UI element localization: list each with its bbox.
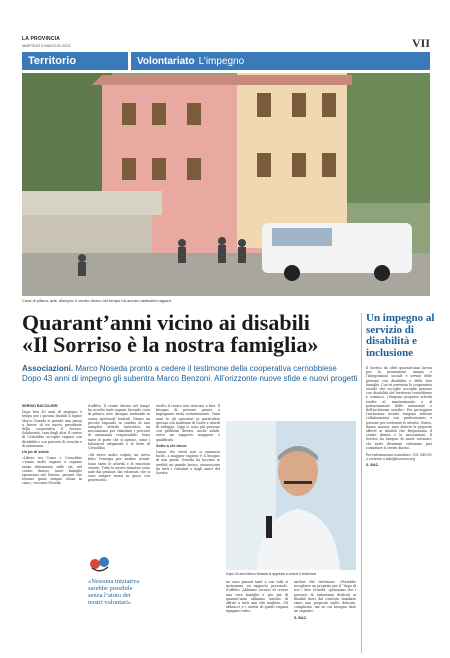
column-2-text: d’affitto. Il centro diurno nel tempo ha accolto tanti ragazzi, facendo corsi di pittura, arte, disegno, mettendo in scena spettacoli teatrali. Diamo un piccolo rispondo in cambio di una semplice attività lavorativa, un meccanismo per stimolare i percorsi di autonomia responsabile. Sono tante le porte che si aprono, come i laboratori artigianali e le feste di Cernobbio. [88,404,150,451]
column-2-text-2: «Mi avevo molto colpito, mi aveva fatto l’energia per andare avanti. Sono tante le attività e le emozioni vissute. Tutte le nostre iniziative sono nate dai genitori, dai volontari, che si sono sempre messi in gioco con generosità». [88,453,150,483]
article-signature: S. BAC. [294,615,308,620]
sidebar-signature: S. BAC. [366,463,380,468]
sidebar-column [366,366,432,654]
portrait-photo [226,421,356,570]
article-column-4 [226,580,288,654]
sidebar-contact: Per informazioni contattare: 031-341091 o scrivere a info@ilsorriso.org [366,453,432,462]
photo-caption: Corsi di pittura, arte, disegno: il centro diurno nel tempo ha accolto tantissimi ragazzi [22,298,172,303]
subtopic-label: L’impegno [198,55,245,67]
section-bar [22,52,430,70]
building-photo-illustration [22,73,430,296]
headline-line-2: «Il Sorriso è la nostra famiglia» [22,332,319,357]
column-1-text: Dopo ben 43 anni di impegno e tempo per i giovani disabili il signor Marco Noseda si prende una pausa a favore di un nuovo presidente della cooperativa Il Sorriso. Solidarietà, cura degli altri, il centro di Cernobbio accoglie ragazzi con disabilità e con percorsi di crescita e di autonomia. [22,410,82,448]
column-divider [361,313,362,653]
portrait-caption: Dopo 43 anni Marco Noseda si appresta a cedere il testimone [226,572,317,576]
pull-quote: «Nessuna iniziativa sarebbe possibile senza l’aiuto dei nostri volontari» [88,578,140,606]
column-4-text: ne sono passati tanti e con tutti si instaurano un rapporto personale, d’affetto. Abbiamo cercato di creare una vera famiglia e per più di quarant’anni abbiamo tentato di offrire a tutti una vita migliore. Gli abbracci e i sorrisi di questi ragazzi ripagano tutto». [226,580,288,614]
article-column-5 [294,580,356,654]
kicker-lead: Associazioni. [22,364,74,373]
column-3-text-2: L’anno che verrà non si annuncia facile, a maggior ragione è il bisogno di una guida. Noseda ha lasciato in eredità un grande lavoro, riconosciuto da tutti i volontari e dagli amici del Sorriso. [156,450,220,476]
cooperative-logo-icon [88,554,112,574]
article-column-3 [156,404,220,654]
kicker-text: Marco Noseda pronto a cedere il testimone della cooperativa cernobbiese Dopo 43 anni di impegno gli subentra Marco Benzoni. All’orizzonte nuove sfide e nuovi progetti [22,364,358,383]
article-kicker [22,364,358,383]
section-label: Territorio [28,55,77,67]
main-photo [22,73,430,296]
byline: SERGIO BACCILIERI [22,404,58,408]
sidebar-text: Il Sorriso da oltre quarant’anni lavora per la promozione umana e l’integrazione sociale e servizi delle persone con disabilità e delle loro famiglie. Con sé presenta la cooperativa sociale che accoglie accoglie persone con disabilità del territorio cernobbiese e comasco. «Vengono proposte attività rivolte al mantenimento e al potenziamento delle autonomie e dell’inclusione sociale». Per proteggere l’inclusione sociale vengono attivate collaborazioni con professionisti e persone per sostenere le attività. Teatro, danza, musica, sono diverse le proposte offerte ai disabili che frequentano il centro diurno e le associazioni. Il Sorriso ha bisogno di nuovi volontari: chi vuole diventare volontario può contattare il centro diurno. [366,366,432,450]
headline-line-1: Quarant’anni vicino ai disabili [22,310,310,335]
column-1-text-2: «Libero tra Como e Cernobbio c’erano molti ragazzi e ragazze senza riferimento nelle vie, nel centro diurno, tante famiglie speravano nel Sorriso, giovani che restano quasi sempre chiusi in casa», racconta Noseda. [22,456,82,486]
article-column-1 [22,404,82,654]
column-3-text: rivolto il centro non riescono a fare. Il bisogno di persone pronte a impegnarsi resta costantemente. Tanti anni fa gli operatori in particolare giovani con sindrome di Down e ritardi di sviluppo. Oggi ci sono più persone con problemi diversi, anche adulti, serve un supporto maggiore e qualificato. [156,404,220,442]
article-headline [22,312,352,356]
article-column-2 [88,404,150,550]
column-1-subhead: Un pò di storia [22,450,49,455]
newspaper-name: LA PROVINCIA [22,36,61,42]
topic-label: Volontariato [137,55,195,67]
page-number: VII [411,36,430,50]
portrait-illustration [226,421,356,570]
sidebar-headline: Un impegno al servizio di disabilità e inclusione [366,312,435,359]
column-3-subhead: Sotto a chi tocca [156,443,187,448]
issue-date: MARTEDÌ 3 MAGGIO 2021 [22,43,71,48]
column-5-text: tarlone dal testimone. «Potrebbe accogliere un progetto per il “dopo di noi”» dice Noseda: «pensiamo che i percorsi di autonomia dedicati ai disabili fuori dal contesto familiare siano una proposta molto delicata, complicata, ma su cui bisogna dare un segnale». [294,580,356,614]
